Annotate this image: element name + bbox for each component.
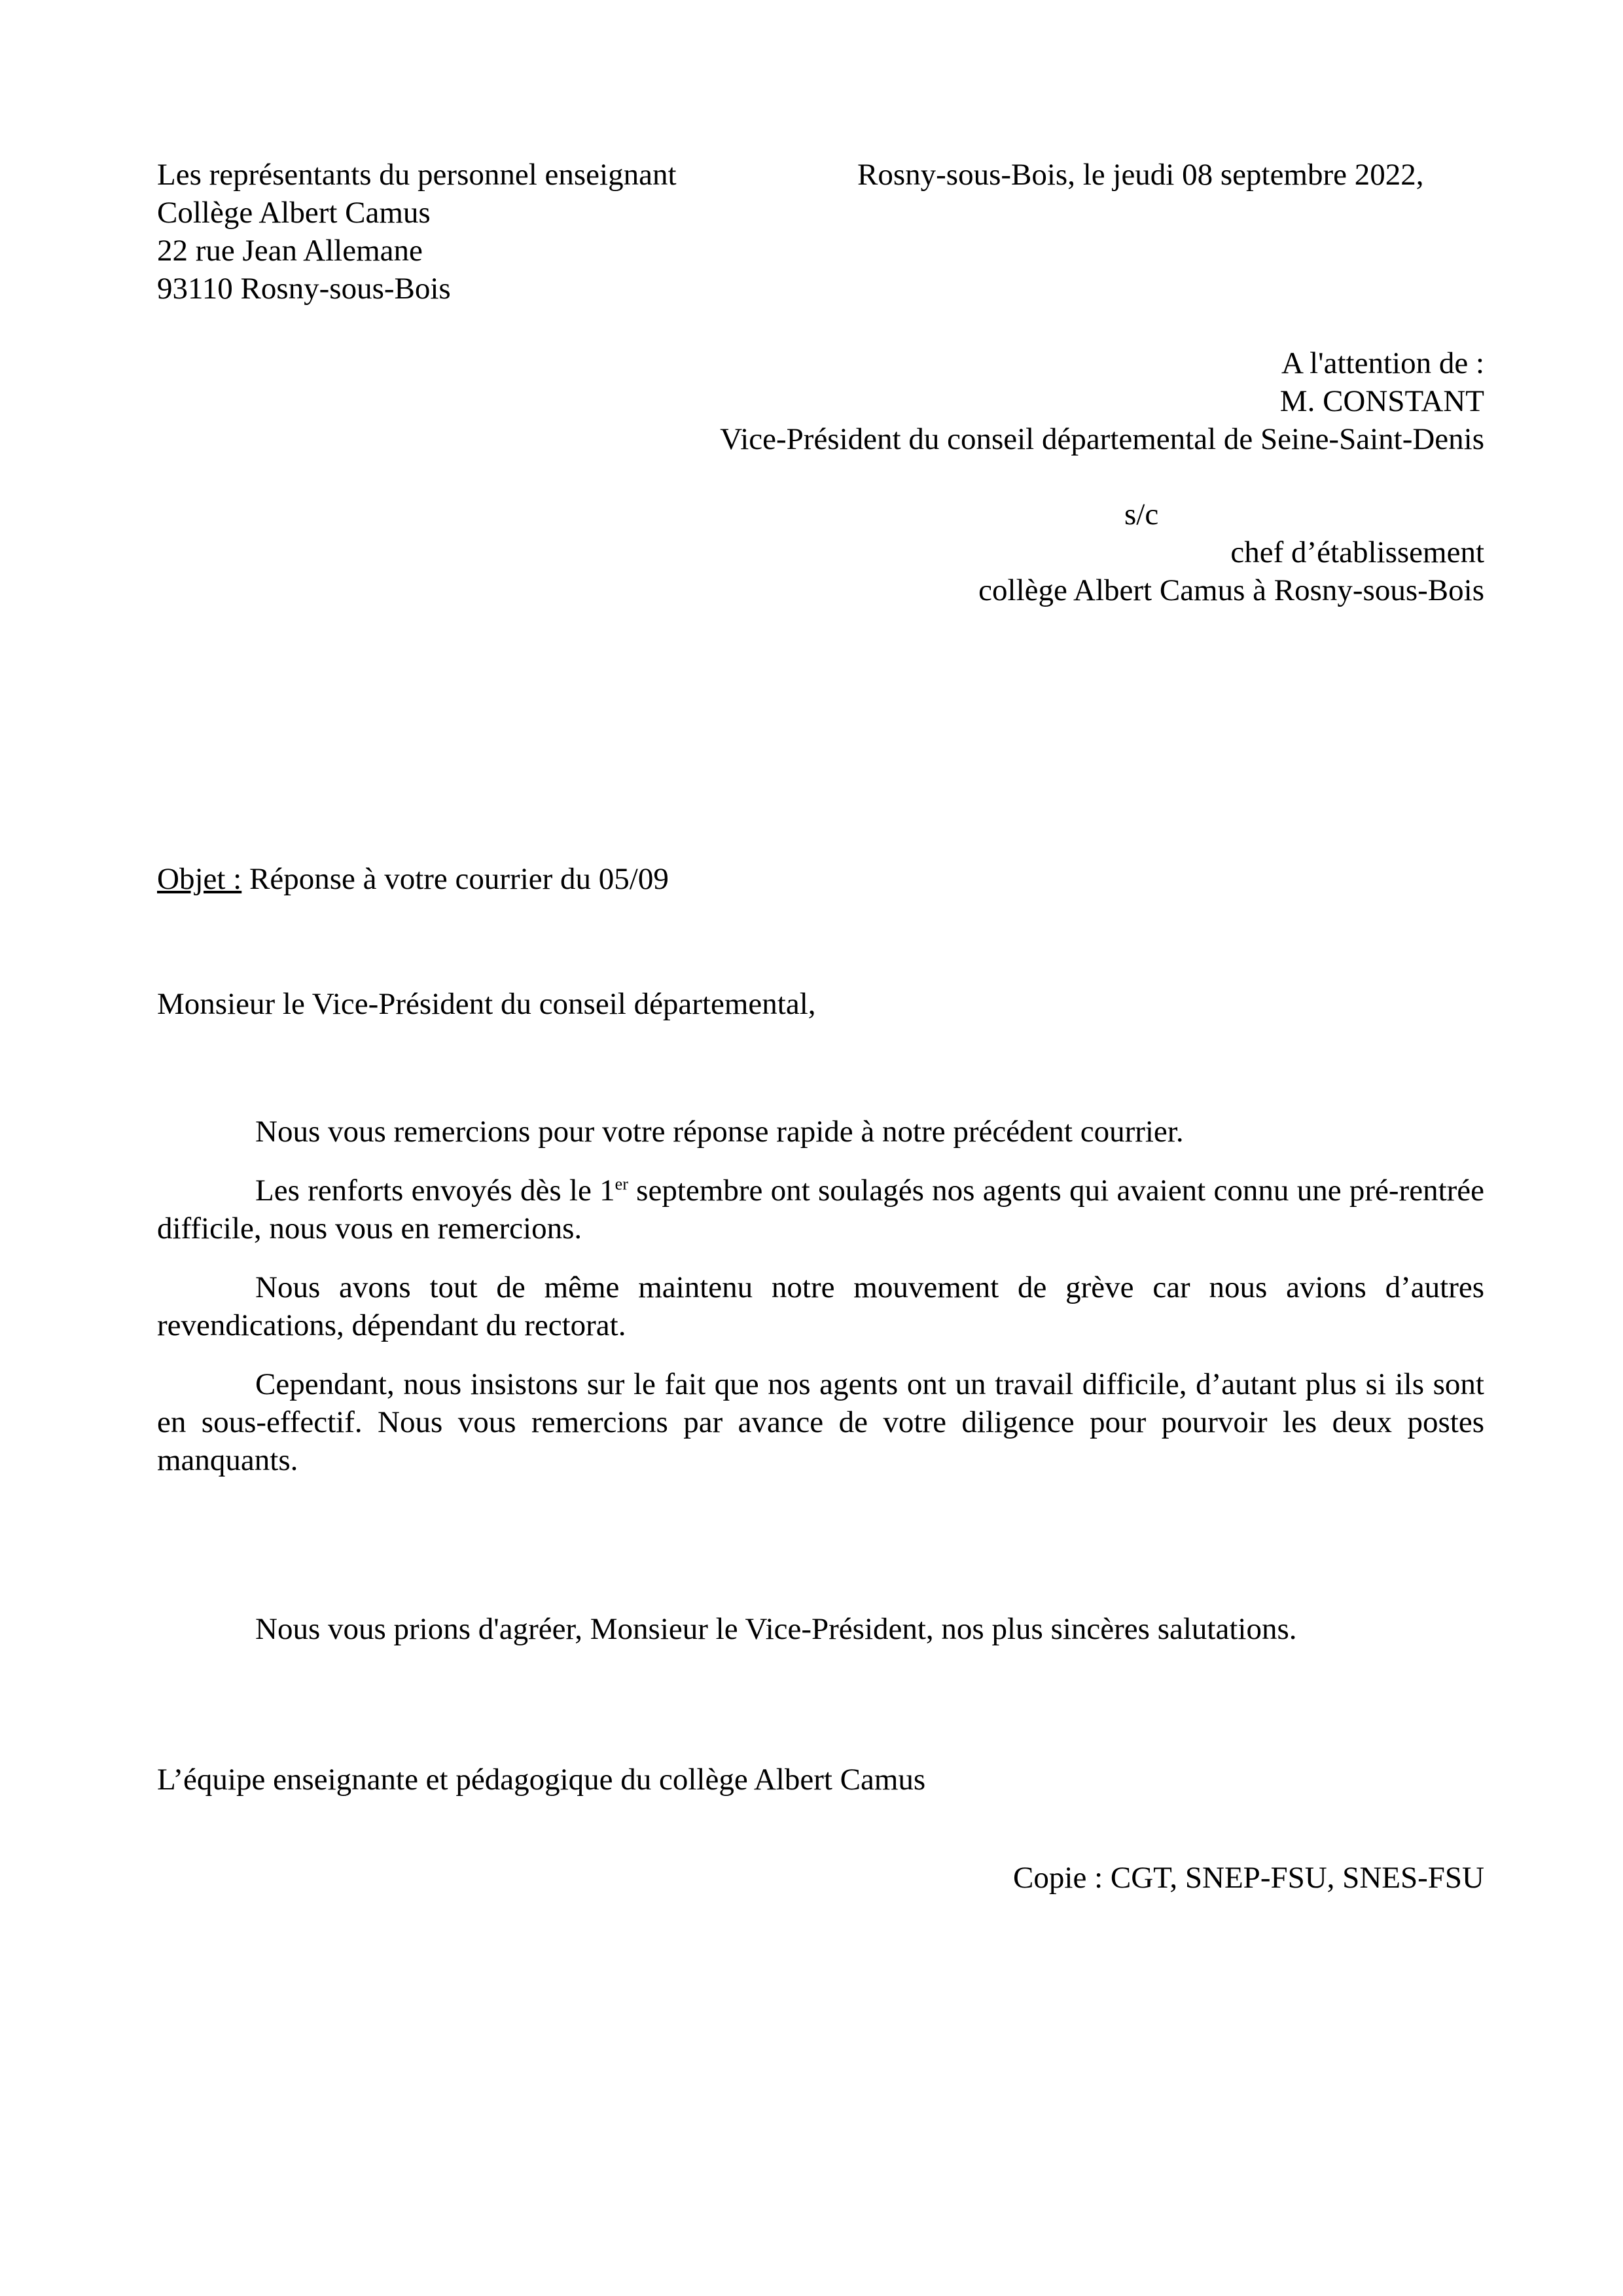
paragraph: Nous avons tout de même maintenu notre mouvement de grève car nous avions d’autres revendications, dépendant du rectorat. (157, 1270, 1484, 1342)
closing-formula: Nous vous prions d'agréer, Monsieur le Vice-Président, nos plus sincères salutations. (255, 1612, 1297, 1646)
recipient-block (720, 344, 1484, 458)
recipient-line: A l'attention de : (1281, 346, 1484, 380)
ordinal-superscript: er (615, 1174, 628, 1194)
sender-line: Les représentants du personnel enseignant (157, 158, 677, 192)
sender-line: 22 rue Jean Allemane (157, 234, 423, 268)
subject-text: Réponse à votre courrier du 05/09 (241, 862, 669, 896)
paragraph (157, 1172, 1484, 1247)
copy-line: Copie : CGT, SNEP-FSU, SNES-FSU (1013, 1861, 1484, 1895)
recipient-line: Vice-Président du conseil départemental de Seine-Saint-Denis (720, 422, 1484, 456)
sender-address (157, 156, 677, 308)
paragraph: Cependant, nous insistons sur le fait que nos agents ont un travail difficile, d’autant plus si ils sont en sous-effectif. Nous vous remercions par avance de votre diligence pour pourvoir les deux postes manquants. (157, 1367, 1484, 1477)
subject-label: Objet : (157, 862, 242, 896)
subject-line (157, 860, 669, 898)
sender-line: Collège Albert Camus (157, 196, 431, 230)
sous-couvert: s/c (1124, 497, 1159, 531)
date-line: Rosny-sous-Bois, le jeudi 08 septembre 2022, (857, 158, 1424, 192)
paragraph: Nous vous remercions pour votre réponse rapide à notre précédent courrier. (255, 1115, 1184, 1149)
chef-block (978, 533, 1484, 609)
signature: L’équipe enseignante et pédagogique du collège Albert Camus (157, 1763, 926, 1797)
paragraph-text: septembre ont soulagés nos agents qui avaient connu une pré-rentrée difficile, nous vous en remercions. (157, 1174, 1484, 1246)
chef-line: collège Albert Camus à Rosny-sous-Bois (978, 573, 1484, 607)
recipient-line: M. CONSTANT (1279, 384, 1484, 418)
chef-line: chef d’établissement (1230, 535, 1484, 569)
sender-line: 93110 Rosny-sous-Bois (157, 272, 451, 306)
paragraph-text: Les renforts envoyés dès le 1 (255, 1174, 615, 1208)
salutation: Monsieur le Vice-Président du conseil départemental, (157, 987, 816, 1021)
letter-body (157, 1113, 1484, 1500)
